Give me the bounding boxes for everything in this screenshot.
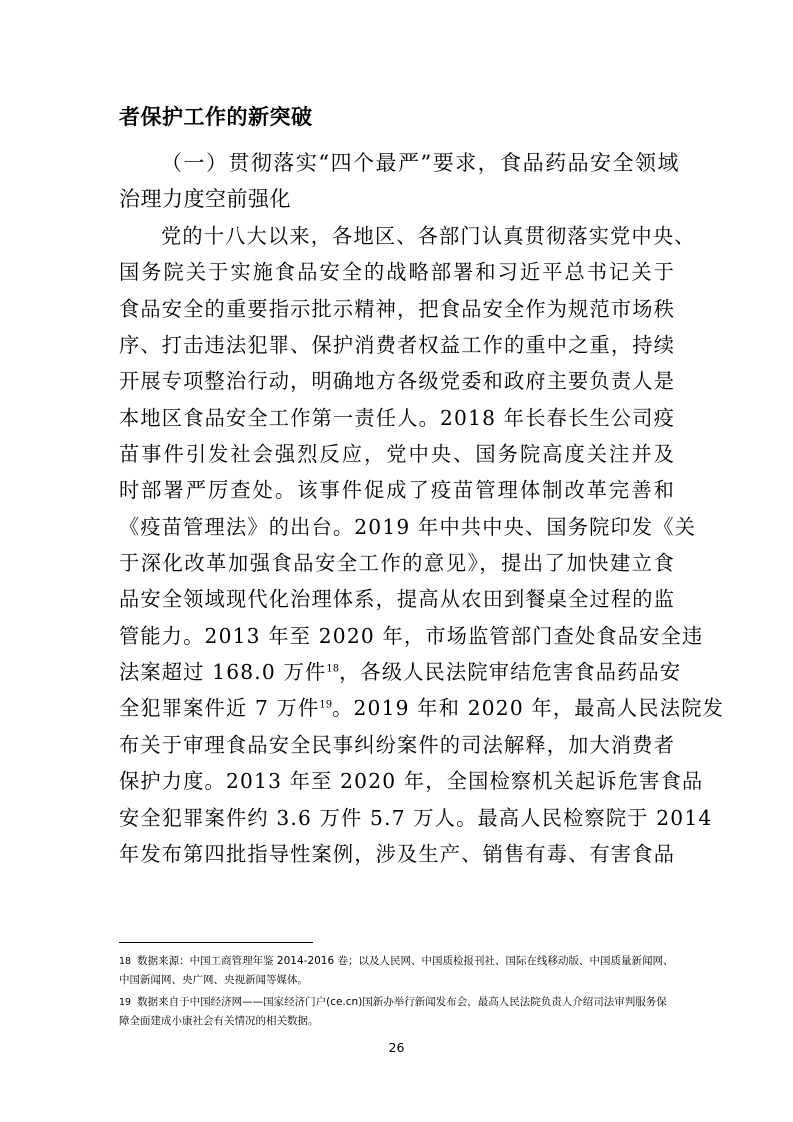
footnotes <box>119 952 675 1034</box>
paragraph-line: 苗事件引发社会强烈反应，党中央、国务院高度关注并及 <box>119 442 675 467</box>
paragraph-line: 党的十八大以来，各地区、各部门认真贯彻落实党中央、 <box>161 224 696 248</box>
body-paragraph <box>119 218 724 872</box>
footnote-separator <box>119 942 313 943</box>
paragraph-line-with-footnote-18 <box>119 654 682 690</box>
paragraph-line: 国务院关于实施食品安全的战略部署和习近平总书记关于 <box>119 260 675 285</box>
paragraph-line: 品安全领域现代化治理体系，提高从农田到餐桌全过程的监 <box>119 587 676 612</box>
paragraph-line: 食品安全的重要指示批示精神，把食品安全作为规范市场秩 <box>119 296 676 321</box>
footnote-ref-18[interactable]: 18 <box>326 663 340 675</box>
footnote-text: 数据来源：中国工商管理年鉴 2014-2016 卷；以及人民网、中国质检报刊社、国际在线移动版、中国质量新闻网、中国新闻网、央广网、央视新闻等媒体。 <box>119 955 674 986</box>
line-text: 。2019 年和 2020 年，最高人民法院发 <box>332 696 724 721</box>
footnote-ref-19[interactable]: 19 <box>319 699 333 711</box>
subsection-heading-line-1: （一）贯彻落实“四个最严”要求，食品药品安全领域 <box>161 151 679 175</box>
paragraph-line: 管能力。2013 年至 2020 年，市场监管部门查处食品安全违 <box>119 623 704 648</box>
paragraph-line: 于深化改革加强食品安全工作的意见》，提出了加快建立食 <box>119 551 675 576</box>
paragraph-line: 时部署严厉查处。该事件促成了疫苗管理体制改革完善和 <box>119 478 675 503</box>
paragraph-line: 《疫苗管理法》的出台。2019 年中共中央、国务院印发《关 <box>119 514 697 539</box>
subsection-heading-line-2: 治理力度空前强化 <box>119 187 291 212</box>
paragraph-line: 保护力度。2013 年至 2020 年，全国检察机关起诉危害食品 <box>119 769 704 794</box>
paragraph-line: 布关于审理食品安全民事纠纷案件的司法解释，加大消费者 <box>119 732 676 757</box>
paragraph-line: 安全犯罪案件约 3.6 万件 5.7 万人。最高人民检察院于 2014 <box>119 805 713 830</box>
paragraph-line: 本地区食品安全工作第一责任人。2018 年长春长生公司疫 <box>119 405 675 430</box>
paragraph-line: 年发布第四批指导性案例，涉及生产、销售有毒、有害食品 <box>119 841 676 866</box>
footnote-text: 数据来自于中国经济网——国家经济门户(ce.cn)国新办举行新闻发布会，最高人民法院负责人介绍司法审判服务保障全面建成小康社会有关情况的相关数据。 <box>119 996 667 1027</box>
footnote-18 <box>119 952 675 990</box>
paragraph-line-with-footnote-19 <box>119 690 724 726</box>
line-text: 全犯罪案件近 7 万件 <box>119 696 320 721</box>
section-heading: 者保护工作的新突破 <box>119 105 313 129</box>
footnote-number: 18 <box>119 956 132 967</box>
line-text: 法案超过 168.0 万件 <box>119 660 327 685</box>
footnote-number: 19 <box>119 997 132 1008</box>
page-number: 26 <box>388 1040 405 1055</box>
paragraph-line: 序、打击违法犯罪、保护消费者权益工作的重中之重，持续 <box>119 333 676 358</box>
paragraph-line: 开展专项整治行动，明确地方各级党委和政府主要负责人是 <box>119 369 676 394</box>
line-text: ，各级人民法院审结危害食品药品安 <box>339 660 682 685</box>
footnote-19 <box>119 993 675 1031</box>
subsection-heading <box>119 145 679 218</box>
